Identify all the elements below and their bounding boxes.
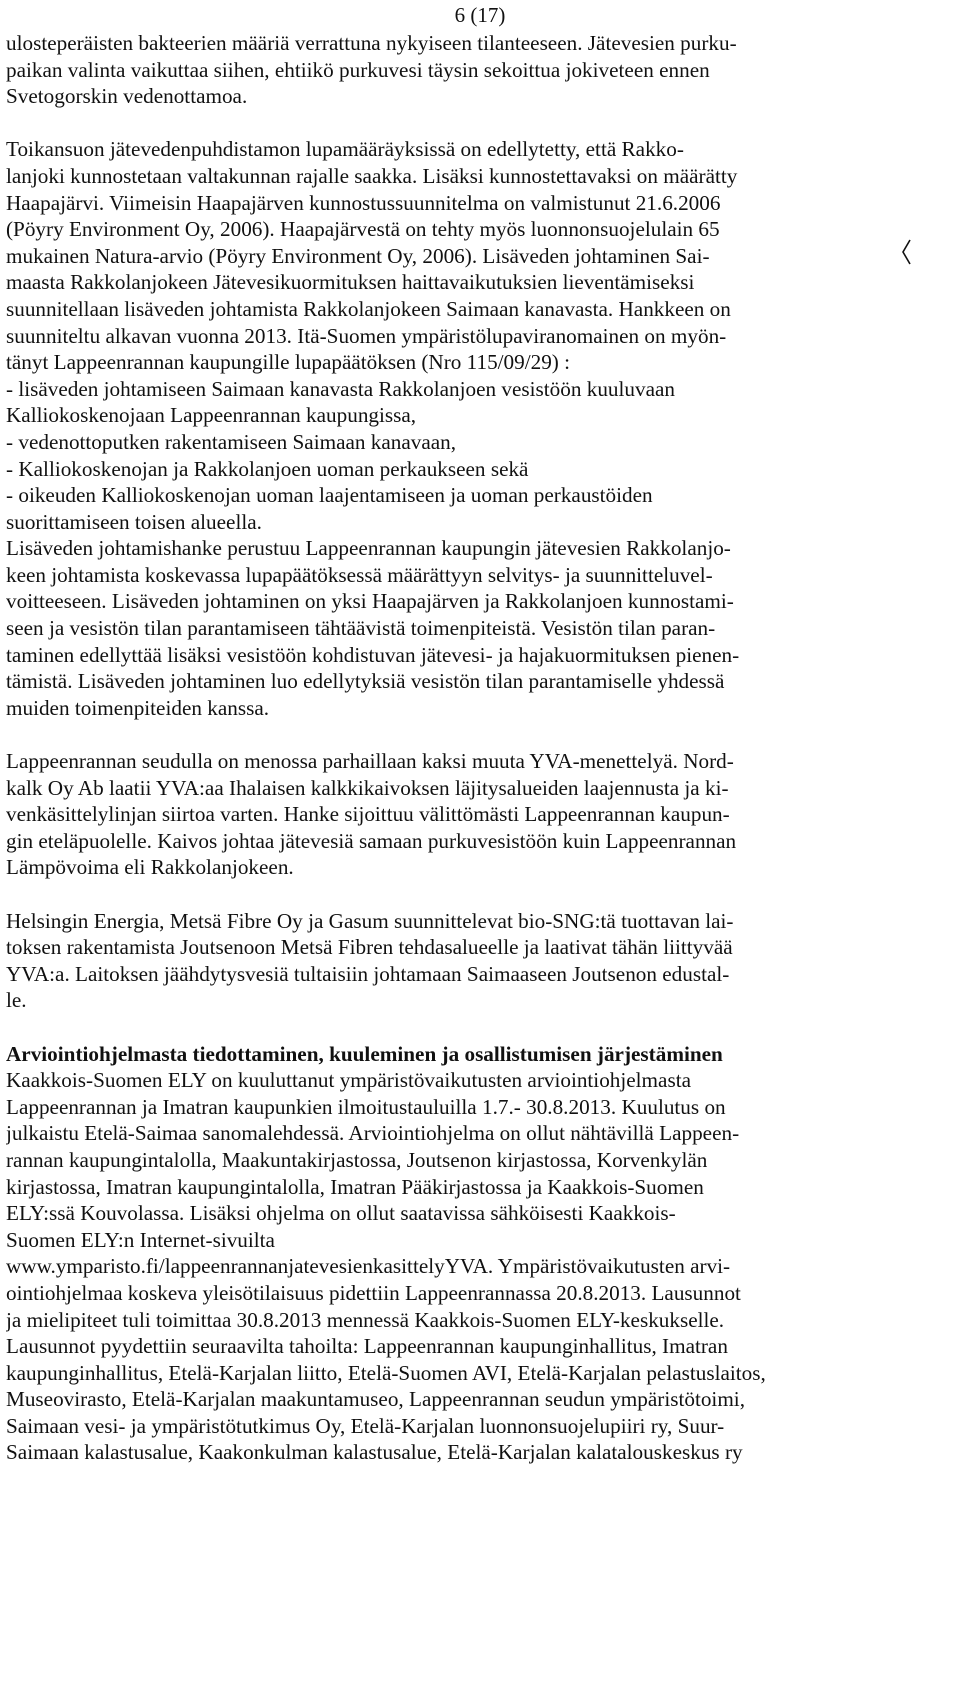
text-line: lanjoki kunnostetaan valtakunnan rajalle saakka. Lisäksi kunnostettavaksi on määrätty	[6, 163, 738, 188]
text-line: YVA:a. Laitoksen jäähdytysvesiä tultaisiin johtamaan Saimaaseen Joutsenon edustal-	[6, 961, 730, 986]
text-line: Toikansuon jätevedenpuhdistamon lupamääräyksissä on edellytetty, että Rakko-	[6, 137, 684, 162]
paragraph-spacer	[6, 721, 958, 748]
text-line: Museovirasto, Etelä-Karjalan maakuntamuseo, Lappeenrannan seudun ympäristötoimi,	[6, 1387, 745, 1412]
text-line: Lappeenrannan seudulla on menossa parhaillaan kaksi muuta YVA-menettelyä. Nord-	[6, 749, 734, 774]
text-line: Haapajärvi. Viimeisin Haapajärven kunnostussuunnitelma on valmistunut 21.6.2006	[6, 190, 721, 215]
text-line: www.ymparisto.fi/lappeenrannanjatevesienkasittelyYVA. Ympäristövaikutusten arvi-	[6, 1254, 731, 1279]
text-line: tänyt Lappeenrannan kaupungille lupapäätöksen (Nro 115/09/29) :	[6, 350, 571, 375]
text-line: mukainen Natura-arvio (Pöyry Environment Oy, 2006). Lisäveden johtaminen Sai-	[6, 243, 710, 268]
paragraph-spacer	[6, 881, 958, 908]
text-line: Saimaan kalastusalue, Kaakonkulman kalastusalue, Etelä-Karjalan kalatalouskeskus ry	[6, 1440, 743, 1465]
text-line: ELY:ssä Kouvolassa. Lisäksi ohjelma on ollut saatavissa sähköisesti Kaakkois-	[6, 1201, 676, 1226]
paragraph	[6, 908, 958, 1014]
text-line: muiden toimenpiteiden kanssa.	[6, 695, 270, 720]
paragraph-list	[6, 30, 958, 1014]
text-line: Svetogorskin vedenottamoa.	[6, 84, 248, 109]
text-line: - lisäveden johtamiseen Saimaan kanavasta Rakkolanjoen vesistöön kuuluvaan	[6, 376, 675, 401]
text-line: (Pöyry Environment Oy, 2006). Haapajärvestä on tehty myös luonnonsuojelulain 65	[6, 217, 720, 242]
spacer	[6, 1014, 958, 1041]
text-line: ja mielipiteet tuli toimittaa 30.8.2013 mennessä Kaakkois-Suomen ELY-keskukselle.	[6, 1307, 725, 1332]
paragraph	[6, 136, 958, 721]
text-line: Lappeenrannan ja Imatran kaupunkien ilmoitustauluilla 1.7.- 30.8.2013. Kuulutus on	[6, 1094, 726, 1119]
text-line: suorittamiseen toisen alueella.	[6, 509, 262, 534]
text-line: suunniteltu alkavan vuonna 2013. Itä-Suomen ympäristölupaviranomainen on myön-	[6, 323, 727, 348]
section-heading: Arviointiohjelmasta tiedottaminen, kuuleminen ja osallistumisen järjestäminen	[6, 1041, 723, 1066]
text-line: toksen rakentamista Joutsenoon Metsä Fibren tehdasalueelle ja laativat tähän liittyvää	[6, 935, 733, 960]
text-line: paikan valinta vaikuttaa siihen, ehtiikö purkuvesi täysin sekoittua jokiveteen ennen	[6, 57, 710, 82]
text-line: julkaistu Etelä-Saimaa sanomalehdessä. Arviointiohjelma on ollut nähtävillä Lappeen-	[6, 1121, 740, 1146]
text-line: ointiohjelmaa koskeva yleisötilaisuus pidettiin Lappeenrannassa 20.8.2013. Lausunnot	[6, 1280, 741, 1305]
paragraph	[6, 748, 958, 881]
paragraph	[6, 30, 958, 110]
text-line: Suomen ELY:n Internet-sivuilta	[6, 1227, 275, 1252]
page-number: 6 (17)	[454, 3, 506, 27]
text-line: kirjastossa, Imatran kaupungintalolla, Imatran Pääkirjastossa ja Kaakkois-Suomen	[6, 1174, 704, 1199]
text-line: Kalliokoskenojaan Lappeenrannan kaupungissa,	[6, 403, 417, 428]
text-line: - oikeuden Kalliokoskenojan uoman laajentamiseen ja uoman perkaustöiden	[6, 483, 653, 508]
document-body	[6, 30, 958, 1466]
text-line: rannan kaupungintalolla, Maakuntakirjastossa, Joutsenon kirjastossa, Korvenkylän	[6, 1147, 708, 1172]
paragraph-spacer	[6, 110, 958, 137]
text-line: tämistä. Lisäveden johtaminen luo edellytyksiä vesistön tilan parantamiselle yhdessä	[6, 669, 725, 694]
text-line: Lisäveden johtamishanke perustuu Lappeenrannan kaupungin jätevesien Rakkolanjo-	[6, 536, 731, 561]
text-line: kaupunginhallitus, Etelä-Karjalan liitto, Etelä-Suomen AVI, Etelä-Karjalan pelastuslaitos,	[6, 1360, 766, 1385]
text-line: Saimaan vesi- ja ympäristötutkimus Oy, Etelä-Karjalan luonnonsuojelupiiri ry, Suur-	[6, 1413, 725, 1438]
section-body	[6, 1067, 958, 1466]
text-line: Lausunnot pyydettiin seuraavilta tahoilta: Lappeenrannan kaupunginhallitus, Imatran	[6, 1334, 728, 1359]
text-line: venkäsittelylinjan siirtoa varten. Hanke sijoittuu välittömästi Lappeenrannan kaupun-	[6, 802, 730, 827]
text-line: - vedenottoputken rakentamiseen Saimaan kanavaan,	[6, 429, 457, 454]
text-line: ulosteperäisten bakteerien määriä verrattuna nykyiseen tilanteeseen. Jätevesien purku-	[6, 31, 737, 55]
text-line: seen ja vesistön tilan parantamiseen tähtäävistä toimenpiteistä. Vesistön tilan paran-	[6, 616, 716, 641]
text-line: taminen edellyttää lisäksi vesistöön kohdistuvan jätevesi- ja hajakuormituksen pienen-	[6, 642, 740, 667]
text-line: - Kalliokoskenojan ja Rakkolanjoen uoman perkaukseen sekä	[6, 456, 529, 481]
text-line: suunnitellaan lisäveden johtamista Rakkolanjokeen Saimaan kanavasta. Hankkeen on	[6, 296, 731, 321]
text-line: voitteeseen. Lisäveden johtaminen on yksi Haapajärven ja Rakkolanjoen kunnostami-	[6, 589, 734, 614]
text-line: kalk Oy Ab laatii YVA:aa Ihalaisen kalkkikaivoksen läjitysalueiden laajennusta ja ki-	[6, 775, 729, 800]
text-line: Helsingin Energia, Metsä Fibre Oy ja Gasum suunnittelevat bio-SNG:tä tuottavan lai-	[6, 908, 734, 933]
text-line: maasta Rakkolanjokeen Jätevesikuormituksen haittavaikutuksien lieventämiseksi	[6, 270, 695, 295]
text-line: keen johtamista koskevassa lupapäätöksessä määrättyyn selvitys- ja suunnitteluvel-	[6, 562, 713, 587]
text-line: le.	[6, 988, 27, 1013]
text-line: Kaakkois-Suomen ELY on kuuluttanut ympäristövaikutusten arviointiohjelmasta	[6, 1068, 691, 1093]
text-line: Lämpövoima eli Rakkolanjokeen.	[6, 855, 294, 880]
text-line: gin eteläpuolelle. Kaivos johtaa jätevesiä samaan purkuvesistöön kuin Lappeenrannan	[6, 828, 737, 853]
